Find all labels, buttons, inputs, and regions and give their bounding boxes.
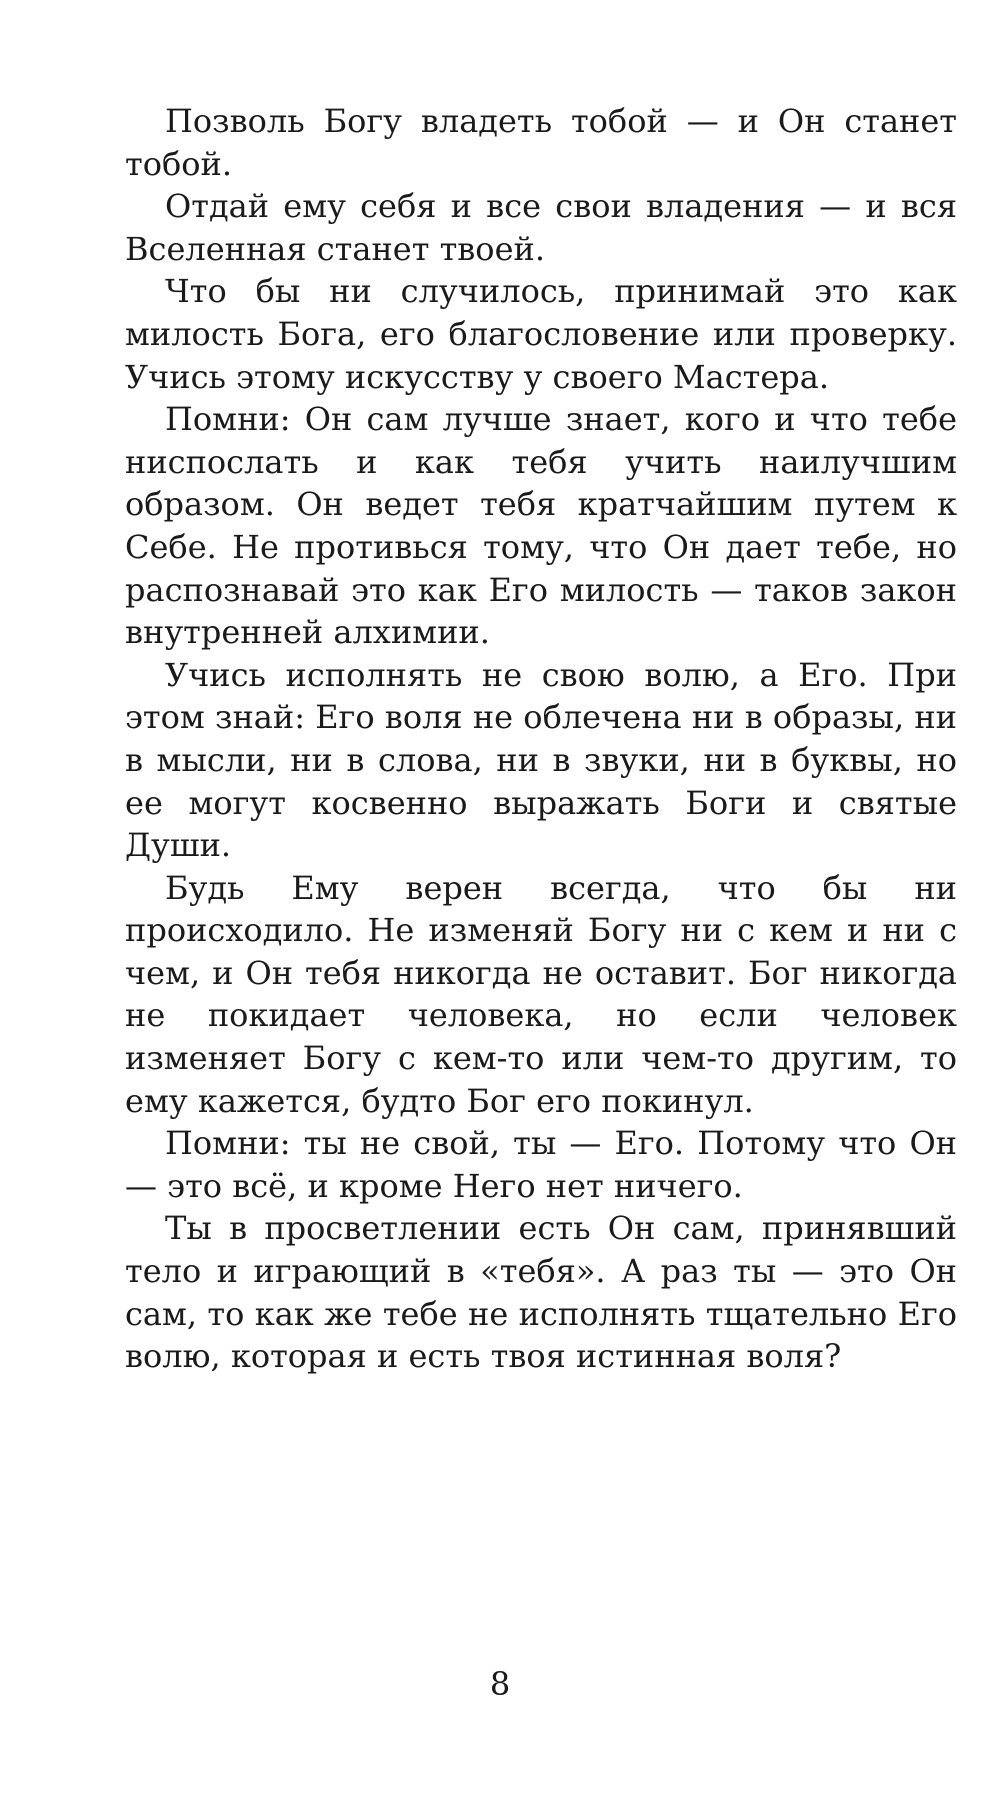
paragraph-8: Ты в просветлении есть Он сам, принявший тело и играющий в «тебя». А раз ты — это Он сам, то как же тебе не исполнять тщательно Его волю, которая и есть твоя истинная воля? — [125, 1209, 957, 1376]
paragraph-1: Позволь Богу владеть тобой — и Он станет тобой. — [125, 102, 957, 183]
paragraph-3: Что бы ни случилось, принимай это как милость Бога, его благословение или проверку. Учись этому искусству у своего Мастера. — [125, 272, 957, 396]
page-number: 8 — [489, 1665, 511, 1703]
body-text — [125, 100, 957, 1378]
paragraph-6: Будь Ему верен всегда, что бы ни происходило. Не изменяй Богу ни с кем и ни с чем, и Он тебя никогда не оставит. Бог никогда не покидает человека, но если человек изменяет Богу с кем-то или чем-то другим, то ему кажется, будто Бог его покинул. — [125, 868, 957, 1120]
paragraph-5: Учись исполнять не свою волю, а Его. При этом знай: Его воля не облечена ни в образы, ни в мысли, ни в слова, ни в звуки, ни в буквы, но ее могут косвенно выражать Боги и святые Души. — [125, 655, 957, 865]
paragraph-7: Помни: ты не свой, ты — Его. Потому что Он — это всё, и кроме Него нет ничего. — [125, 1124, 957, 1205]
paragraph-4: Помни: Он сам лучше знает, кого и что тебе ниспослать и как тебя учить наилучшим образом. Он ведет тебя кратчайшим путем к Себе. Не противься тому, что Он дает тебе, но распознавай это как Его милость — таков закон внутренней алхимии. — [125, 400, 957, 652]
paragraph-2: Отдай ему себя и все свои владения — и вся Вселенная станет твоей. — [125, 187, 957, 268]
